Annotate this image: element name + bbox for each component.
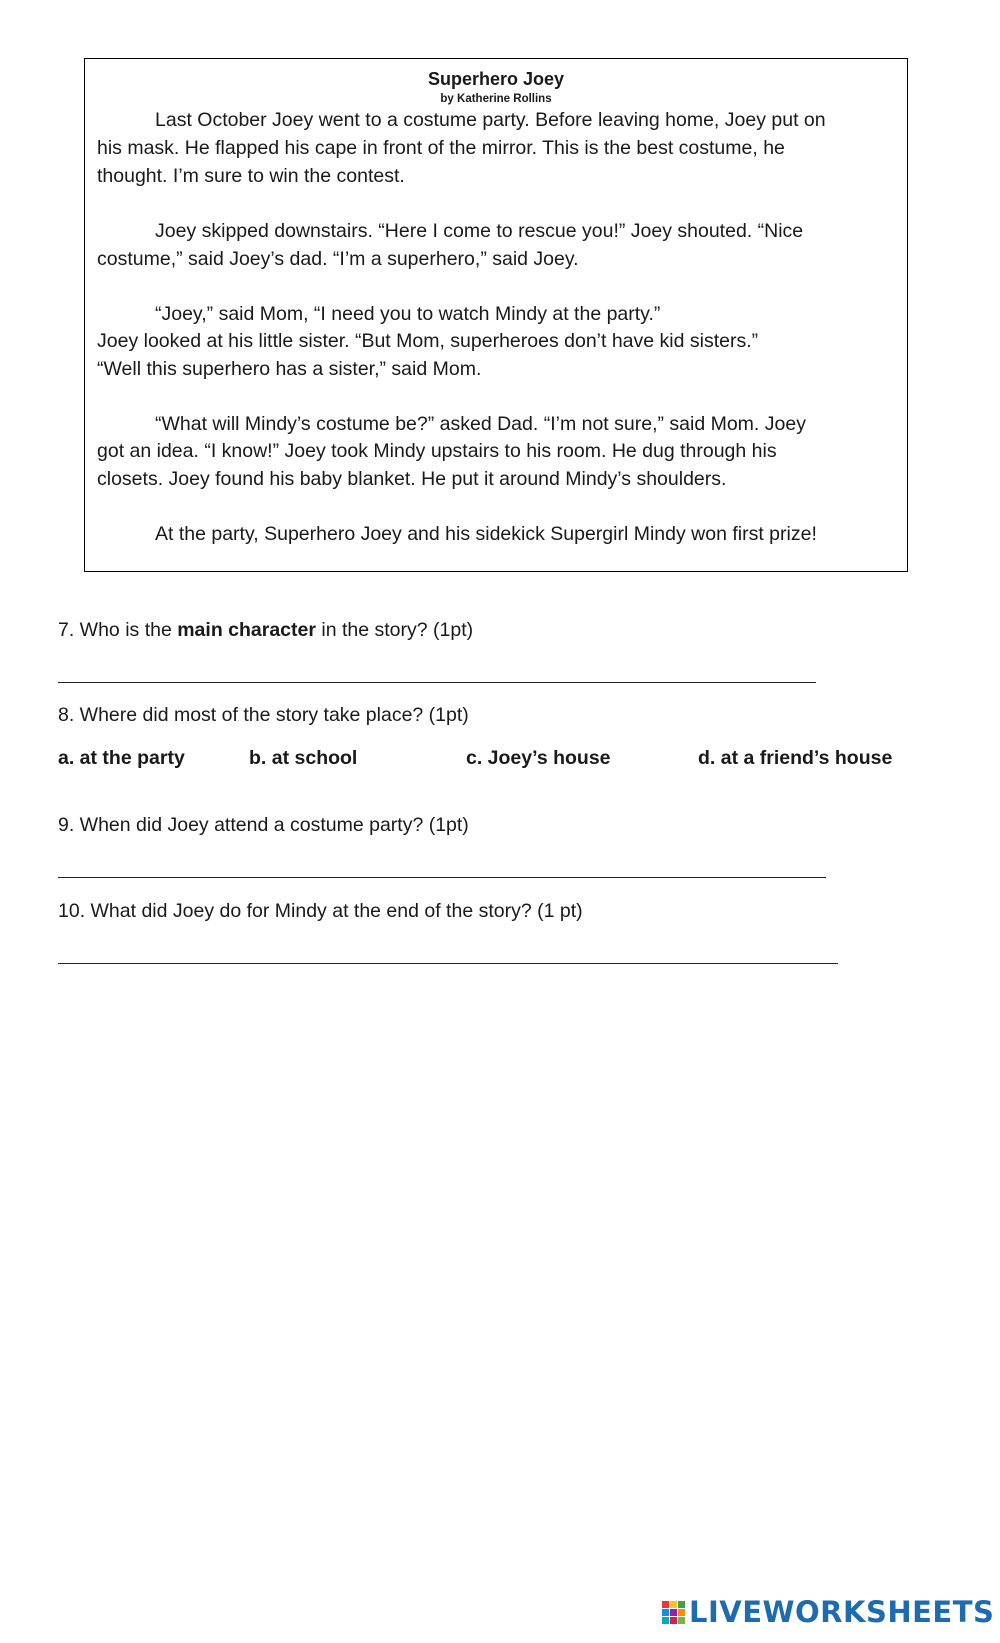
logo-square	[662, 1617, 669, 1624]
story-title: Superhero Joey	[427, 69, 565, 89]
story-line: Last October Joey went to a costume party. Before leaving home, Joey put on	[155, 109, 826, 131]
answer-line-7[interactable]	[58, 682, 816, 683]
question-8: 8. Where did most of the story take place? (1pt)	[58, 704, 469, 726]
answer-line-10[interactable]	[58, 963, 838, 964]
logo-square	[678, 1601, 685, 1608]
logo-square	[678, 1609, 685, 1616]
logo-text: LIVEWORKSHEETS	[689, 1595, 995, 1629]
story-line: “What will Mindy’s costume be?” asked Dad. “I’m not sure,” said Mom. Joey	[155, 413, 806, 435]
logo-square	[662, 1601, 669, 1608]
story-line: Joey skipped downstairs. “Here I come to rescue you!” Joey shouted. “Nice	[155, 220, 804, 242]
story-line: “Joey,” said Mom, “I need you to watch Mindy at the party.”	[155, 303, 661, 325]
story-line: closets. Joey found his baby blanket. He put it around Mindy’s shoulders.	[97, 468, 727, 490]
question-9: 9. When did Joey attend a costume party? (1pt)	[58, 814, 469, 836]
story-line: thought. I’m sure to win the contest.	[97, 165, 405, 187]
answer-line-9[interactable]	[58, 877, 826, 878]
logo-grid-icon	[662, 1601, 685, 1624]
question-7-bold: main character	[177, 619, 316, 641]
story-line: got an idea. “I know!” Joey took Mindy upstairs to his room. He dug through his	[97, 440, 777, 462]
question-7	[58, 621, 473, 641]
logo-square	[662, 1609, 669, 1616]
option-c[interactable]: c. Joey’s house	[466, 747, 611, 769]
story-line: costume,” said Joey’s dad. “I’m a superhero,” said Joey.	[97, 248, 579, 270]
logo-square	[678, 1617, 685, 1624]
logo-square	[670, 1609, 677, 1616]
option-a[interactable]: a. at the party	[58, 747, 185, 769]
liveworksheets-logo	[662, 1594, 994, 1630]
logo-square	[670, 1617, 677, 1624]
story-author: by Katherine Rollins	[440, 93, 552, 105]
question-7-suffix: in the story? (1pt)	[315, 619, 474, 641]
option-d[interactable]: d. at a friend’s house	[698, 747, 893, 769]
option-b[interactable]: b. at school	[249, 747, 358, 769]
story-line: At the party, Superhero Joey and his sidekick Supergirl Mindy won first prize!	[155, 523, 817, 545]
logo-square	[670, 1601, 677, 1608]
question-10: 10. What did Joey do for Mindy at the end of the story? (1 pt)	[58, 900, 583, 922]
story-line: Joey looked at his little sister. “But Mom, superheroes don’t have kid sisters.”	[97, 330, 759, 352]
story-line: his mask. He flapped his cape in front of the mirror. This is the best costume, he	[97, 137, 785, 159]
story-line: “Well this superhero has a sister,” said Mom.	[97, 358, 482, 380]
question-7-prefix: 7. Who is the	[58, 619, 178, 641]
story-box	[84, 58, 908, 572]
